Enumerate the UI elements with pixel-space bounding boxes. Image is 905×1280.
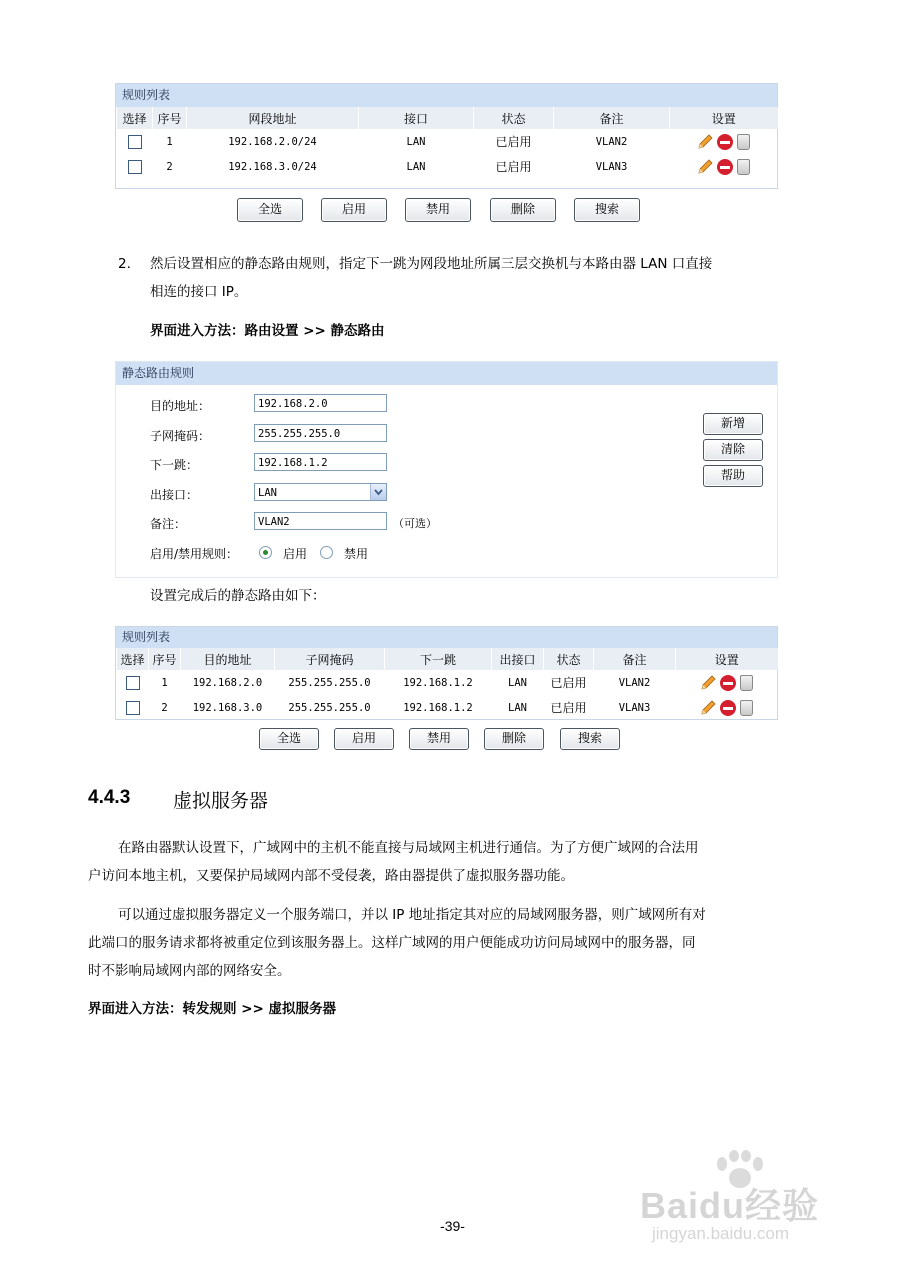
clear-button[interactable]: 清除: [703, 439, 763, 461]
row-checkbox[interactable]: [126, 676, 140, 690]
paragraph-2-line1: 可以通过虚拟服务器定义一个服务端口，并以 IP 地址指定其对应的局域网服务器，则广域网所有对: [118, 907, 706, 923]
delete-icon[interactable]: [740, 700, 753, 716]
row-status: 已启用: [550, 676, 587, 690]
page-number: -39-: [440, 1218, 465, 1234]
row-note: VLAN2: [618, 676, 651, 689]
col-num: 序号: [153, 107, 187, 129]
add-button[interactable]: 新增: [703, 413, 763, 435]
row-note: VLAN2: [595, 135, 628, 148]
panel-title: 规则列表: [116, 627, 777, 648]
table-row: [117, 695, 778, 720]
row-address: 192.168.3.0/24: [228, 160, 317, 173]
col-out-interface: 出接口: [492, 648, 544, 670]
row-next-hop: 192.168.1.2: [403, 701, 473, 714]
row-dest: 192.168.3.0: [192, 701, 263, 714]
col-address: 网段地址: [187, 107, 359, 129]
select-all-button[interactable]: 全选: [237, 198, 303, 222]
rule-list-panel-1: [115, 83, 778, 189]
col-note: 备注: [594, 648, 676, 670]
col-select: 选择: [117, 648, 149, 670]
disable-radio[interactable]: [320, 546, 333, 559]
nav-method-static-route: 界面进入方法：路由设置 >> 静态路由: [150, 323, 385, 339]
table-row: [117, 670, 778, 695]
row-interface: LAN: [406, 135, 426, 148]
row-checkbox[interactable]: [126, 701, 140, 715]
row-status: 已启用: [550, 701, 587, 715]
table-row: [117, 154, 778, 179]
edit-icon[interactable]: [700, 700, 716, 716]
panel-title: 规则列表: [116, 84, 777, 107]
row-next-hop: 192.168.1.2: [403, 676, 473, 689]
col-settings: 设置: [670, 107, 778, 129]
rule-list-panel-2: [115, 626, 778, 720]
row-address: 192.168.2.0/24: [228, 135, 317, 148]
rule-state-label: 启用/禁用规则：: [150, 547, 239, 561]
after-setup-text: 设置完成后的静态路由如下：: [150, 588, 326, 604]
col-num: 序号: [149, 648, 181, 670]
edit-icon[interactable]: [700, 675, 716, 691]
next-hop-label: 下一跳：: [150, 458, 199, 472]
next-hop-input[interactable]: 192.168.1.2: [254, 453, 387, 471]
col-dest: 目的地址: [181, 648, 275, 670]
help-button[interactable]: 帮助: [703, 465, 763, 487]
paragraph-1-line1: 在路由器默认设置下，广域网中的主机不能直接与局域网主机进行通信。为了方便广域网的合法用: [118, 840, 699, 856]
disable-icon[interactable]: [720, 675, 736, 691]
enable-button[interactable]: 启用: [321, 198, 387, 222]
mask-label: 子网掩码：: [150, 429, 211, 443]
delete-icon[interactable]: [737, 134, 750, 150]
delete-button[interactable]: 删除: [484, 728, 544, 750]
out-interface-label: 出接口：: [150, 488, 199, 502]
row-num: 2: [161, 701, 168, 714]
dest-address-input[interactable]: 192.168.2.0: [254, 394, 387, 412]
col-note: 备注: [554, 107, 670, 129]
enable-button[interactable]: 启用: [334, 728, 394, 750]
chevron-down-icon[interactable]: [370, 484, 386, 500]
delete-icon[interactable]: [737, 159, 750, 175]
out-interface-select[interactable]: [254, 483, 387, 501]
col-status: 状态: [544, 648, 594, 670]
section-title: 虚拟服务器: [173, 790, 269, 812]
col-mask: 子网掩码: [275, 648, 385, 670]
note-label: 备注：: [150, 517, 187, 531]
disable-icon[interactable]: [720, 700, 736, 716]
disable-button[interactable]: 禁用: [409, 728, 469, 750]
disable-icon[interactable]: [717, 134, 733, 150]
table-header-row: [117, 648, 778, 670]
static-route-table: [116, 648, 778, 720]
subnet-mask-input[interactable]: 255.255.255.0: [254, 424, 387, 442]
row-interface: LAN: [508, 676, 527, 689]
enable-radio[interactable]: [259, 546, 272, 559]
row-status: 已启用: [495, 160, 532, 174]
row-mask: 255.255.255.0: [288, 701, 371, 714]
row-checkbox[interactable]: [128, 160, 142, 174]
disable-radio-label: 禁用: [344, 547, 369, 561]
paragraph-1-line2: 户访问本地主机，又要保护局域网内部不受侵袭，路由器提供了虚拟服务器功能。: [88, 868, 574, 884]
row-interface: LAN: [406, 160, 426, 173]
rule-table: [116, 107, 778, 179]
table-header-row: [117, 107, 778, 129]
search-button[interactable]: 搜索: [560, 728, 620, 750]
watermark-brand: Baidu经验: [640, 1185, 820, 1226]
step-text-line1: 然后设置相应的静态路由规则，指定下一跳为网段地址所属三层交换机与本路由器 LAN 口直接: [150, 256, 713, 272]
col-settings: 设置: [676, 648, 778, 670]
optional-hint: （可选）: [393, 517, 437, 530]
nav-method-virtual-server: 界面进入方法：转发规则 >> 虚拟服务器: [88, 1001, 337, 1017]
row-num: 1: [161, 676, 168, 689]
row-mask: 255.255.255.0: [288, 676, 371, 689]
baidu-watermark: [640, 1150, 850, 1250]
step-number: 2.: [118, 256, 131, 272]
form-title: 静态路由规则: [116, 362, 777, 385]
col-status: 状态: [474, 107, 554, 129]
step-text-line2: 相连的接口 IP。: [150, 284, 248, 300]
delete-button[interactable]: 删除: [490, 198, 556, 222]
row-num: 2: [166, 160, 173, 173]
table-row: [117, 129, 778, 154]
search-button[interactable]: 搜索: [574, 198, 640, 222]
enable-radio-label: 启用: [283, 547, 308, 561]
col-interface: 接口: [359, 107, 474, 129]
watermark-url: jingyan.baidu.com: [652, 1224, 790, 1243]
edit-icon[interactable]: [697, 159, 713, 175]
note-input[interactable]: VLAN2: [254, 512, 387, 530]
disable-icon[interactable]: [717, 159, 733, 175]
row-interface: LAN: [508, 701, 527, 714]
paragraph-2-line3: 时不影响局域网内部的网络安全。: [88, 963, 291, 979]
disable-button[interactable]: 禁用: [405, 198, 471, 222]
col-select: 选择: [117, 107, 153, 129]
out-interface-value: LAN: [258, 487, 277, 499]
dest-label: 目的地址：: [150, 399, 211, 413]
row-checkbox[interactable]: [128, 135, 142, 149]
section-number: 4.4.3: [88, 787, 131, 808]
row-note: VLAN3: [595, 160, 628, 173]
select-all-button[interactable]: 全选: [259, 728, 319, 750]
row-dest: 192.168.2.0: [192, 676, 263, 689]
paragraph-2-line2: 此端口的服务请求都将被重定位到该服务器上。这样广域网的用户便能成功访问局域网中的服务器，同: [88, 935, 696, 951]
delete-icon[interactable]: [740, 675, 753, 691]
col-next-hop: 下一跳: [385, 648, 492, 670]
edit-icon[interactable]: [697, 134, 713, 150]
row-note: VLAN3: [618, 701, 651, 714]
row-status: 已启用: [495, 135, 532, 149]
row-num: 1: [166, 135, 173, 148]
